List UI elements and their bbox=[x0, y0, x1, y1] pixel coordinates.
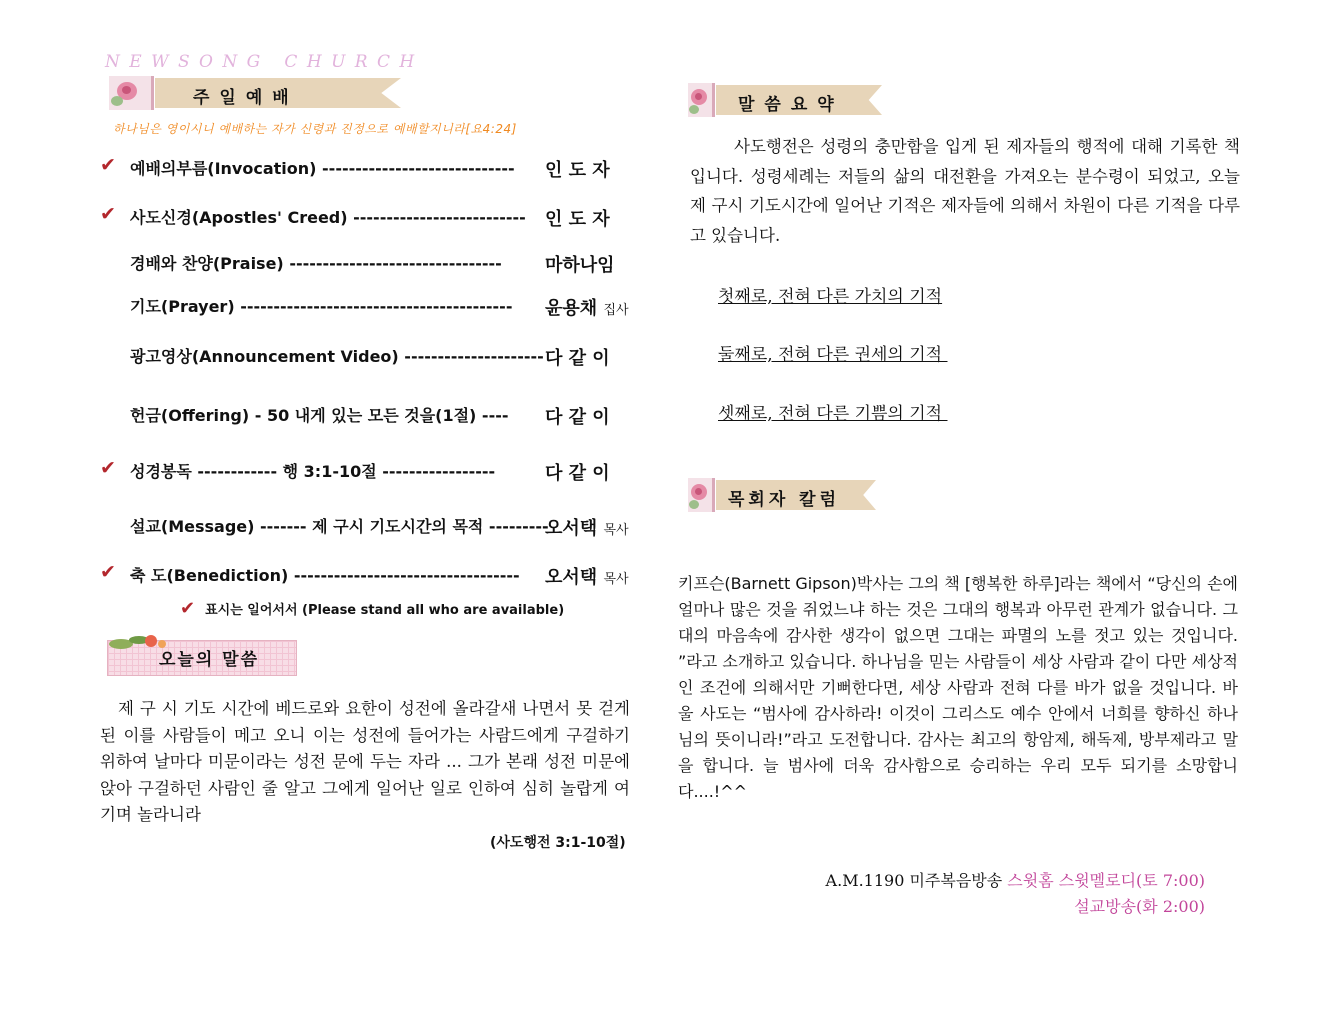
worship-item-leader: 윤용채 집사 bbox=[545, 298, 629, 319]
check-icon: ✔ bbox=[100, 154, 116, 176]
pastor-column-banner bbox=[688, 478, 878, 512]
worship-item-label: 예배의부름(Invocation) ----------------------------- bbox=[130, 159, 515, 178]
worship-item-leader: 다 같 이 bbox=[545, 407, 610, 428]
today-word-reference: (사도행전 3:1-10절) bbox=[490, 835, 626, 851]
sermon-point-3: 셋째로, 전혀 다른 기쁨의 기적 bbox=[718, 404, 948, 424]
worship-item-label: 광고영상(Announcement Video) --------------------- bbox=[130, 347, 544, 366]
worship-item-scripture-reading bbox=[100, 457, 645, 487]
worship-item-invocation bbox=[100, 154, 645, 184]
worship-item-prayer bbox=[100, 292, 645, 322]
worship-item-label: 성경봉독 ------------ 행 3:1-10절 ----------------- bbox=[130, 462, 496, 481]
worship-item-announcement bbox=[100, 342, 645, 372]
worship-item-label: 헌금(Offering) - 50 내게 있는 모든 것을(1절) ---- bbox=[130, 406, 509, 425]
rose-icon bbox=[688, 83, 715, 117]
today-word-text: 제 구 시 기도 시간에 베드로와 요한이 성전에 올라갈새 나면서 못 걷게 된 이를 사람들이 메고 오니 이는 성전에 들어가는 사람드에게 구걸하기 위하여 날마다 미문이라는 성전 문에 두는 자라 ... 그가 본래 성전 미문에 앉아 구걸하던 사람인 줄 알고 그에게 일어난 일로 인하여 심히 놀랍게 여기며 놀라니라 bbox=[100, 699, 630, 824]
worship-item-creed bbox=[100, 203, 645, 233]
worship-item-message bbox=[100, 512, 645, 542]
worship-item-leader: 다 같 이 bbox=[545, 348, 610, 369]
stand-note: ✔ 표시는 일어서서 (Please stand all who are available) bbox=[180, 598, 565, 619]
check-icon: ✔ bbox=[100, 561, 116, 583]
worship-item-leader: 오서택 목사 bbox=[545, 567, 629, 588]
pastor-column-title: 목회자 칼럼 bbox=[728, 490, 841, 510]
worship-banner bbox=[109, 76, 401, 110]
sermon-summary-title: 말씀요약 bbox=[738, 95, 844, 115]
today-word-tab bbox=[107, 632, 297, 674]
worship-item-praise bbox=[100, 249, 645, 279]
worship-item-leader: 다 같 이 bbox=[545, 463, 610, 484]
worship-item-label: 기도(Prayer) ----------------------------------------- bbox=[130, 297, 513, 316]
rose-icon bbox=[688, 478, 715, 512]
check-icon: ✔ bbox=[100, 203, 116, 225]
church-name: N E W S O N G C H U R C H bbox=[105, 52, 417, 72]
sermon-summary-banner bbox=[688, 83, 883, 117]
broadcast-line-1: A.M.1190 미주복음방송 스윗홈 스윗멜로디(토 7:00) bbox=[825, 871, 1205, 890]
sermon-summary-text: 사도행전은 성령의 충만함을 입게 된 제자들의 행적에 대해 기록한 책입니다. 성령세례는 저들의 삶의 대전환을 가져오는 분수령이 되었고, 오늘 제 구시 기도시간에 일어난 기적은 제자들에 의해서 차원이 다른 기적을 다루고 있습니다. bbox=[690, 137, 1240, 245]
worship-verse: 하나님은 영이시니 예배하는 자가 신령과 진정으로 예배할지니라[요4:24] bbox=[113, 122, 517, 136]
worship-item-label: 경배와 찬양(Praise) -------------------------------- bbox=[130, 254, 502, 273]
worship-item-leader: 마하나임 bbox=[545, 255, 615, 276]
worship-item-leader: 인 도 자 bbox=[545, 209, 610, 230]
check-icon: ✔ bbox=[180, 598, 196, 619]
pastor-column-text: 키프슨(Barnett Gipson)박사는 그의 책 [행복한 하루]라는 책에서 “당신의 손에 얼마나 많은 것을 쥐었느냐 하는 것은 그대의 행복과 아무런 관계가 없습니다. 그대의 마음속에 감사한 생각이 없으면 그대는 파멸의 노를 젓고 있는 것입니다. ”라고 소개하고 있습니다. 하나님을 믿는 사람들이 세상 사람과 같이 다만 세상적인 조건에 의해서만 기뻐한다면, 세상 사람과 전혀 다를 바가 없을 것입니다. 바울 사도는 “범사에 감사하라! 이것이 그리스도 예수 안에서 너희를 향하신 하나님의 뜻이니라!”라고 도전합니다. 감사는 최고의 항암제, 해독제, 방부제라고 말을 합니다. 늘 범사에 더욱 감사함으로 승리하는 우리 모두 되기를 소망합니다....!^^ bbox=[678, 574, 1238, 801]
rose-icon bbox=[109, 76, 154, 110]
sermon-point-2: 둘째로, 전혀 다른 권세의 기적 bbox=[718, 345, 948, 365]
worship-item-leader: 오서택 목사 bbox=[545, 518, 629, 539]
worship-item-leader: 인 도 자 bbox=[545, 160, 610, 181]
worship-item-benediction bbox=[100, 561, 645, 591]
sermon-point-1: 첫째로, 전혀 다른 가치의 기적 bbox=[718, 287, 943, 307]
broadcast-line-2: 설교방송(화 2:00) bbox=[1074, 897, 1205, 916]
worship-item-label: 사도신경(Apostles' Creed) -------------------------- bbox=[130, 208, 526, 227]
worship-title: 주일예배 bbox=[193, 88, 299, 108]
today-word-title: 오늘의 말씀 bbox=[159, 650, 260, 670]
worship-item-label: 설교(Message) ------- 제 구시 기도시간의 목적 --------- bbox=[130, 517, 549, 536]
worship-item-offering bbox=[100, 401, 645, 431]
worship-item-label: 축 도(Benediction) ---------------------------------- bbox=[130, 566, 520, 585]
check-icon: ✔ bbox=[100, 457, 116, 479]
